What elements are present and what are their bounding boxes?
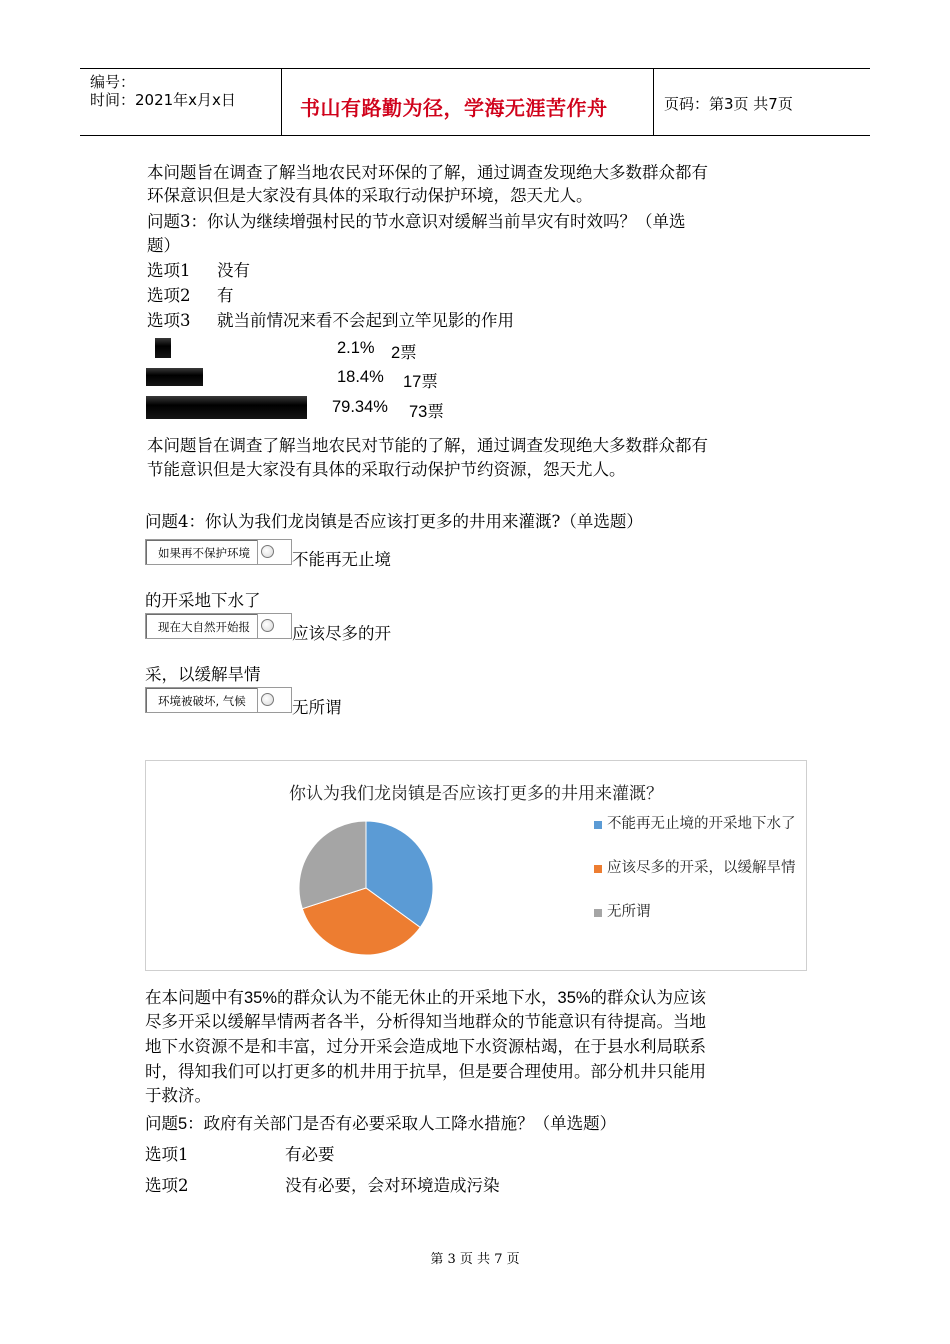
question3-line1: 问题3：你认为继续增强村民的节水意识对缓解当前旱灾有时效吗？（单选 <box>147 212 686 231</box>
q5-option1-label: 选项1 <box>145 1145 189 1164</box>
header-number-label: 编号： <box>90 73 136 91</box>
legend-swatch-1 <box>594 821 602 829</box>
question4: 问题4：你认为我们龙岗镇是否应该打更多的井用来灌溉?（单选题） <box>145 512 643 531</box>
legend-label-2: 应该尽多的开采，以缓解旱情 <box>607 860 796 876</box>
legend-label-3: 无所谓 <box>607 904 651 920</box>
radio-icon[interactable] <box>261 545 274 558</box>
q3-option2-text: 有 <box>217 286 234 305</box>
footer-page-number: 第 3 页 共 7 页 <box>430 1252 520 1267</box>
q4-option2-text: 应该尽多的开 <box>292 624 391 643</box>
q4-option3-radio-box[interactable] <box>257 688 291 712</box>
q5-option2-text: 没有必要，会对环境造成污染 <box>285 1176 500 1195</box>
legend-item-3 <box>607 903 807 922</box>
q3-result-votes-2: 17票 <box>403 373 438 391</box>
question5: 问题5：政府有关部门是否有必要采取人工降水措施？（单选题） <box>145 1115 617 1133</box>
q3-result-percent-1: 2.1% <box>337 339 375 357</box>
q3-option3-label: 选项3 <box>147 311 191 330</box>
legend-item-1 <box>607 815 807 834</box>
legend-item-2 <box>607 859 807 878</box>
header-motto: 书山有路勤为径，学海无涯苦作舟 <box>300 96 608 120</box>
q5-option1-text: 有必要 <box>285 1145 335 1164</box>
header-top-rule <box>80 68 870 69</box>
q5-option2-label: 选项2 <box>145 1176 189 1195</box>
q3-result-bar-3 <box>146 396 307 419</box>
para-energy-line2: 节能意识但是大家没有具体的采取行动保护节约资源，怨天尤人。 <box>147 460 626 479</box>
para-environment-line1: 本问题旨在调查了解当地农民对环保的了解，通过调查发现绝大多数群众都有 <box>147 163 708 182</box>
radio-icon[interactable] <box>261 693 274 706</box>
chart-title: 你认为我们龙岗镇是否应该打更多的井用来灌溉？ <box>289 784 663 803</box>
q3-result-bar-2 <box>146 368 203 386</box>
q3-result-votes-1: 2票 <box>391 344 417 362</box>
q4-option1-continuation: 的开采地下水了 <box>145 591 261 610</box>
q3-result-percent-3: 79.34% <box>332 398 388 416</box>
question3-line2: 题） <box>147 236 180 255</box>
legend-swatch-3 <box>594 909 602 917</box>
para-analysis-line4: 时，得知我们可以打更多的机井用于抗旱，但是要合理使用。部分机井只能用 <box>145 1063 706 1081</box>
q3-option3-text: 就当前情况来看不会起到立竿见影的作用 <box>217 311 514 330</box>
header-bottom-rule <box>80 135 870 136</box>
para-energy-line1: 本问题旨在调查了解当地农民对节能的了解，通过调查发现绝大多数群众都有 <box>147 436 708 455</box>
q4-option2-radio-box[interactable] <box>257 614 291 638</box>
para-analysis-line2: 尽多开采以缓解旱情两者各半，分析得知当地群众的节能意识有待提高。当地 <box>145 1013 706 1031</box>
pie-chart-frame <box>145 760 807 971</box>
header-divider-left <box>281 68 282 136</box>
q3-result-percent-2: 18.4% <box>337 368 384 386</box>
para-analysis-line3: 地下水资源不是和丰富，过分开采会造成地下水资源枯竭，在于县水利局联系 <box>145 1038 706 1056</box>
q4-option3-text: 无所谓 <box>292 698 342 717</box>
para-environment-line2: 环保意识但是大家没有具体的采取行动保护环境，怨天尤人。 <box>147 186 593 205</box>
header-divider-right <box>653 68 654 136</box>
pie-chart <box>286 806 486 966</box>
legend-swatch-2 <box>594 865 602 873</box>
q4-option2-combo-text: 现在大自然开始报 <box>158 620 250 634</box>
header-date: 时间：2021年x月x日 <box>90 91 236 109</box>
para-analysis-line5: 于救济。 <box>145 1087 211 1105</box>
q4-option2-continuation: 采，以缓解旱情 <box>145 665 261 684</box>
q4-option1-text: 不能再无止境 <box>292 550 391 569</box>
q3-result-bar-1 <box>155 338 171 358</box>
para-analysis-line1: 在本问题中有35%的群众认为不能无休止的开采地下水，35%的群众认为应该 <box>145 989 707 1007</box>
q3-result-votes-3: 73票 <box>409 403 444 421</box>
q4-option1-radio-box[interactable] <box>257 540 291 564</box>
q3-option1-text: 没有 <box>217 261 250 280</box>
q4-option3-combo-text: 环境被破坏, 气候 <box>158 694 246 708</box>
legend-label-1: 不能再无止境的开采地下水了 <box>607 816 796 832</box>
q3-option2-label: 选项2 <box>147 286 191 305</box>
q4-option3-combo[interactable] <box>145 687 292 713</box>
radio-icon[interactable] <box>261 619 274 632</box>
q4-option2-combo[interactable] <box>145 613 292 639</box>
q4-option1-combo-text: 如果再不保护环境 <box>158 546 250 560</box>
q4-option1-combo[interactable] <box>145 539 292 565</box>
header-page-number: 页码：第3页 共7页 <box>664 95 793 113</box>
q3-option1-label: 选项1 <box>147 261 191 280</box>
